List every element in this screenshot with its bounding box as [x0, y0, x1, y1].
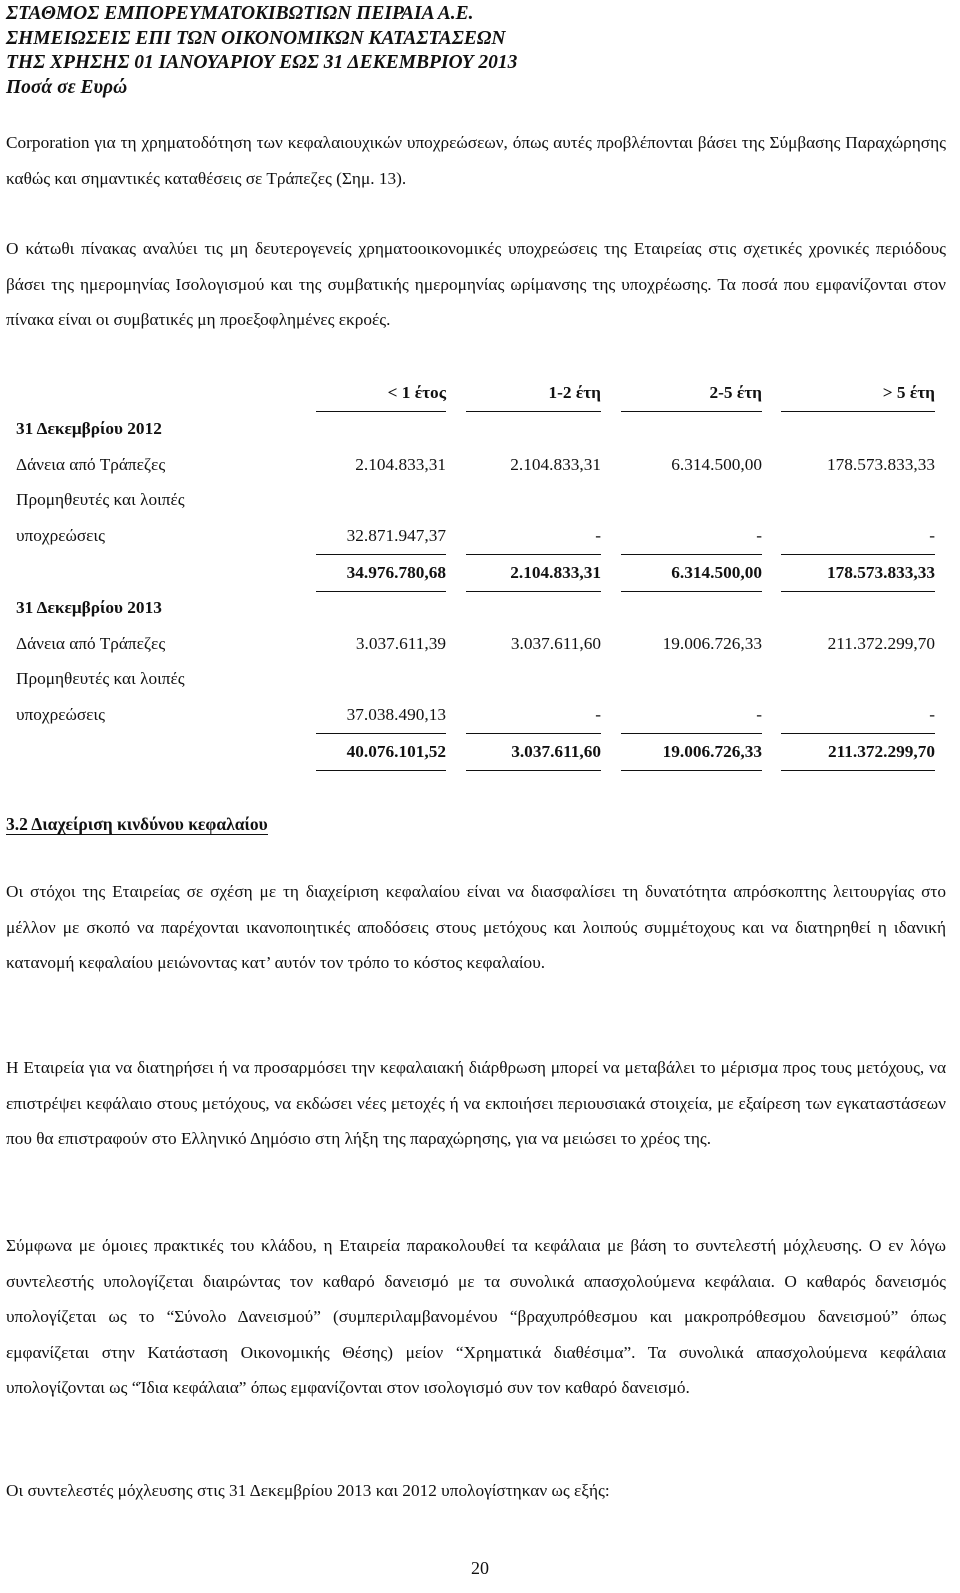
suppliers-label: Προμηθευτές και λοιπές [16, 669, 185, 689]
table-cell: 178.573.833,33 [826, 454, 935, 474]
table-total-row [6, 733, 952, 769]
table-cell: 37.038.490,13 [346, 705, 446, 725]
total-cell: 178.573.833,33 [781, 554, 935, 592]
suppliers-label: υποχρεώσεις [16, 526, 105, 546]
table-cell: 211.372.299,70 [827, 633, 935, 653]
table-cell: 3.037.611,60 [510, 633, 601, 653]
suppliers-label: Προμηθευτές και λοιπές [16, 490, 185, 510]
suppliers-label: υποχρεώσεις [16, 705, 105, 725]
table-row [6, 626, 952, 662]
total-cell: 2.104.833,31 [466, 554, 601, 592]
total-cell: 19.006.726,33 [621, 733, 762, 771]
table-cell: 2.104.833,31 [355, 454, 446, 474]
loans-label: Δάνεια από Τράπεζες [16, 454, 166, 474]
paragraph-table-intro: Ο κάτωθι πίνακας αναλύει τις μη δευτερογενείς χρηματοοικονομικές υποχρεώσεις της Εταιρείας στις σχετικές χρονικές περιόδους βάσει της ημερομηνίας Ισολογισμού και της συμβατικής ημερομηνίας ωρίμανσης της υποχρέωσης. Τα ποσά που εμφανίζονται στον πίνακα είναι οι συμβατικές μη προεξοφλημένες εκροές. [6, 239, 946, 329]
table-cell: - [756, 526, 762, 546]
year-2012-heading: 31 Δεκεμβρίου 2012 [16, 418, 162, 438]
total-cell: 6.314.500,00 [621, 554, 762, 592]
total-cell: 3.037.611,60 [466, 733, 601, 771]
table-row [6, 482, 952, 518]
paragraph-capital-objectives: Οι στόχοι της Εταιρείας σε σχέση με τη διαχείριση κεφαλαίου είναι να διασφαλίσει τη δυνατότητα απρόσκοπτης λειτουργίας στο μέλλον με σκοπό να παρέχονται ικανοποιητικές αποδόσεις στους μετόχους και λοιπούς συμμέτοχους και να διατηρηθεί η ιδανική κατανομή κεφαλαίου μειώνοντας κατ’ αυτόν τον τρόπο το κόστος κεφαλαίου. [6, 882, 946, 972]
table-cell: 32.871.947,37 [346, 526, 446, 546]
table-row [6, 411, 952, 447]
paragraph-leverage: Σύμφωνα με όμοιες πρακτικές του κλάδου, η Εταιρεία παρακολουθεί τα κεφάλαια με βάση το συντελεστή μόχλευσης. Ο εν λόγω συντελεστής υπολογίζεται διαιρώντας τον καθαρό δανεισμό με τα συνολικά απασχολούμενα κεφάλαια. Ο καθαρός δανεισμός υπολογίζεται ως το “Σύνολο Δανεισμού” (συμπεριλαμβανομένου “βραχυπρόθεσμου και μακροπρόθεσμου δανεισμού” όπως εμφανίζεται στην Κατάσταση Οικονομικής Θέσης) μείον “Χρηματικά διαθέσιμα”. Τα συνολικά απασχολούμενα κεφάλαια υπολογίζονται ως “Ίδια κεφάλαια” όπως εμφανίζονται στον ισολογισμό συν τον καθαρό δανεισμό. [6, 1236, 946, 1397]
notes-title: ΣΗΜΕΙΩΣΕΙΣ ΕΠΙ ΤΩΝ ΟΙΚΟΝΟΜΙΚΩΝ ΚΑΤΑΣΤΑΣΕΩΝ [6, 27, 506, 49]
table-row [6, 697, 952, 733]
table-row [6, 590, 952, 626]
table-total-row [6, 554, 952, 590]
section-heading [6, 812, 268, 836]
table-cell: - [595, 526, 601, 546]
currency-note: Ποσά σε Ευρώ [6, 76, 128, 98]
table-cell: 6.314.500,00 [671, 454, 762, 474]
page-number: 20 [471, 1558, 489, 1578]
table-cell: 2.104.833,31 [510, 454, 601, 474]
paragraph-capital-structure: Η Εταιρεία για να διατηρήσει ή να προσαρμόσει την κεφαλαιακή διάρθρωση μπορεί να μεταβάλει το μέρισμα προς τους μετόχους, να επιστρέψει κεφάλαιο στους μετόχους, να εκδώσει νέες μετοχές ή να εκποιήσει περιουσιακά στοιχεία, με εξαίρεση των εγκαταστάσεων που θα επιστραφούν στο Ελληνικό Δημόσιο στη λήξη της παραχώρησης, για να μειώσει το χρέος της. [6, 1058, 946, 1148]
table-header-row [6, 375, 952, 411]
total-cell: 40.076.101,52 [316, 733, 446, 771]
col-header-1-2: 1-2 έτη [466, 375, 601, 412]
paragraph-leverage-ratios: Οι συντελεστές μόχλευσης στις 31 Δεκεμβρίου 2013 και 2012 υπολογίστηκαν ως εξής: [6, 1481, 610, 1500]
table-cell: 19.006.726,33 [662, 633, 762, 653]
table-row [6, 661, 952, 697]
table-cell: - [929, 526, 935, 546]
table-cell: - [756, 705, 762, 725]
section-title: 3.2 Διαχείριση κινδύνου κεφαλαίου [6, 814, 268, 834]
col-header-2-5: 2-5 έτη [621, 375, 762, 412]
document-header [6, 2, 517, 100]
total-cell: 34.976.780,68 [316, 554, 446, 592]
table-cell: - [595, 705, 601, 725]
period-title: ΤΗΣ ΧΡΗΣΗΣ 01 ΙΑΝΟΥΑΡΙΟΥ ΕΩΣ 31 ΔΕΚΕΜΒΡΙΟΥ 2013 [6, 52, 518, 73]
table-row [6, 447, 952, 483]
table-cell: - [929, 705, 935, 725]
table-cell: 3.037.611,39 [355, 633, 446, 653]
col-header-gt5: > 5 έτη [781, 375, 935, 412]
total-cell: 211.372.299,70 [781, 733, 935, 771]
paragraph-corporation: Corporation για τη χρηματοδότηση των κεφαλαιουχικών υποχρεώσεων, όπως αυτές προβλέπονται βάσει της Σύμβασης Παραχώρησης καθώς και σημαντικές καταθέσεις σε Τράπεζες (Σημ. 13). [6, 133, 946, 188]
col-header-lt1: < 1 έτος [316, 375, 446, 412]
loans-label: Δάνεια από Τράπεζες [16, 633, 166, 653]
year-2013-heading: 31 Δεκεμβρίου 2013 [16, 597, 162, 617]
company-name: ΣΤΑΘΜΟΣ ΕΜΠΟΡΕΥΜΑΤΟΚΙΒΩΤΙΩΝ ΠΕΙΡΑΙΑ Α.Ε. [6, 3, 474, 24]
table-row [6, 518, 952, 554]
liabilities-maturity-table [6, 375, 952, 769]
